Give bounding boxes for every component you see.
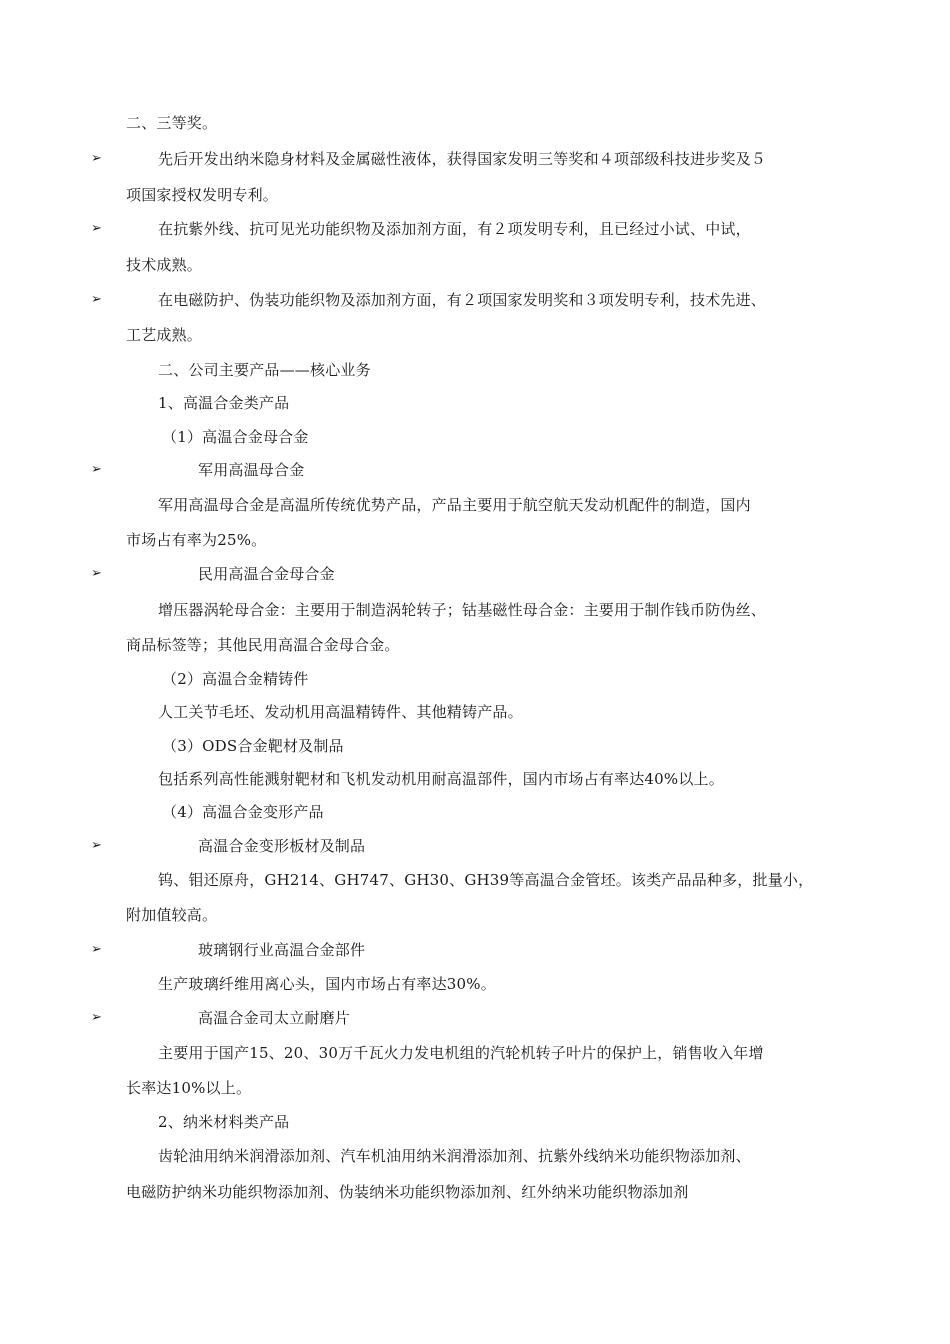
paragraph: 生产玻璃纤维用离心头，国内市场占有率达30%。 — [158, 975, 496, 993]
paragraph: 增压器涡轮母合金：主要用于制造涡轮转子；钴基磁性母合金：主要用于制作钱币防伪丝、 — [158, 601, 767, 619]
bullet-arrow-icon: ➢ — [91, 151, 102, 166]
paragraph: 军用高温母合金是高温所传统优势产品，产品主要用于航空航天发动机配件的制造，国内 — [158, 496, 751, 514]
section-heading: 二、公司主要产品——核心业务 — [158, 361, 371, 379]
subsection-heading: 1、高温合金类产品 — [158, 394, 290, 412]
paragraph: 先后开发出纳米隐身材料及金属磁性液体，获得国家发明三等奖和４项部级科技进步奖及５ — [158, 150, 767, 168]
bullet-arrow-icon: ➢ — [91, 942, 102, 957]
paragraph: 市场占有率为25%。 — [126, 531, 267, 549]
paragraph: 附加值较高。 — [126, 906, 218, 924]
item-heading: 军用高温母合金 — [198, 461, 305, 479]
paragraph: 商品标签等；其他民用高温合金母合金。 — [126, 636, 400, 654]
paragraph: 钨、钼还原舟，GH214、GH747、GH30、GH39等高温合金管坯。该类产品品种多，批量小， — [158, 871, 814, 889]
item-heading: 玻璃钢行业高温合金部件 — [198, 941, 366, 959]
paragraph: 主要用于国产15、20、30万千瓦火力发电机组的汽轮机转子叶片的保护上，销售收入年增 — [158, 1044, 764, 1062]
paragraph: 工艺成熟。 — [126, 326, 203, 344]
bullet-arrow-icon: ➢ — [91, 292, 102, 307]
subsection-heading: （3）ODS合金靶材及制品 — [162, 737, 344, 755]
item-heading: 民用高温合金母合金 — [198, 565, 335, 583]
paragraph: 人工关节毛坯、发动机用高温精铸件、其他精铸产品。 — [158, 703, 523, 721]
bullet-arrow-icon: ➢ — [91, 462, 102, 477]
subsection-heading: （1）高温合金母合金 — [162, 428, 309, 446]
paragraph: 项国家授权发明专利。 — [126, 186, 279, 204]
bullet-arrow-icon: ➢ — [91, 838, 102, 853]
item-heading: 高温合金司太立耐磨片 — [198, 1009, 351, 1027]
subsection-heading: （4）高温合金变形产品 — [162, 803, 324, 821]
paragraph: 电磁防护纳米功能织物添加剂、伪装纳米功能织物添加剂、红外纳米功能织物添加剂 — [126, 1183, 689, 1201]
paragraph: 技术成熟。 — [126, 256, 203, 274]
paragraph: 包括系列高性能溅射靶材和飞机发动机用耐高温部件，国内市场占有率达40%以上。 — [158, 770, 724, 788]
bullet-arrow-icon: ➢ — [91, 566, 102, 581]
paragraph: 二、三等奖。 — [126, 114, 218, 132]
bullet-arrow-icon: ➢ — [91, 221, 102, 236]
paragraph: 齿轮油用纳米润滑添加剂、汽车机油用纳米润滑添加剂、抗紫外线纳米功能织物添加剂、 — [158, 1147, 751, 1165]
paragraph: 在抗紫外线、抗可见光功能织物及添加剂方面，有２项发明专利，且已经过小试、中试， — [158, 220, 751, 238]
subsection-heading: 2、纳米材料类产品 — [158, 1113, 290, 1131]
item-heading: 高温合金变形板材及制品 — [198, 837, 366, 855]
subsection-heading: （2）高温合金精铸件 — [162, 670, 309, 688]
bullet-arrow-icon: ➢ — [91, 1010, 102, 1025]
paragraph: 在电磁防护、伪装功能织物及添加剂方面，有２项国家发明奖和３项发明专利，技术先进、 — [158, 291, 767, 309]
paragraph: 长率达10%以上。 — [126, 1079, 252, 1097]
